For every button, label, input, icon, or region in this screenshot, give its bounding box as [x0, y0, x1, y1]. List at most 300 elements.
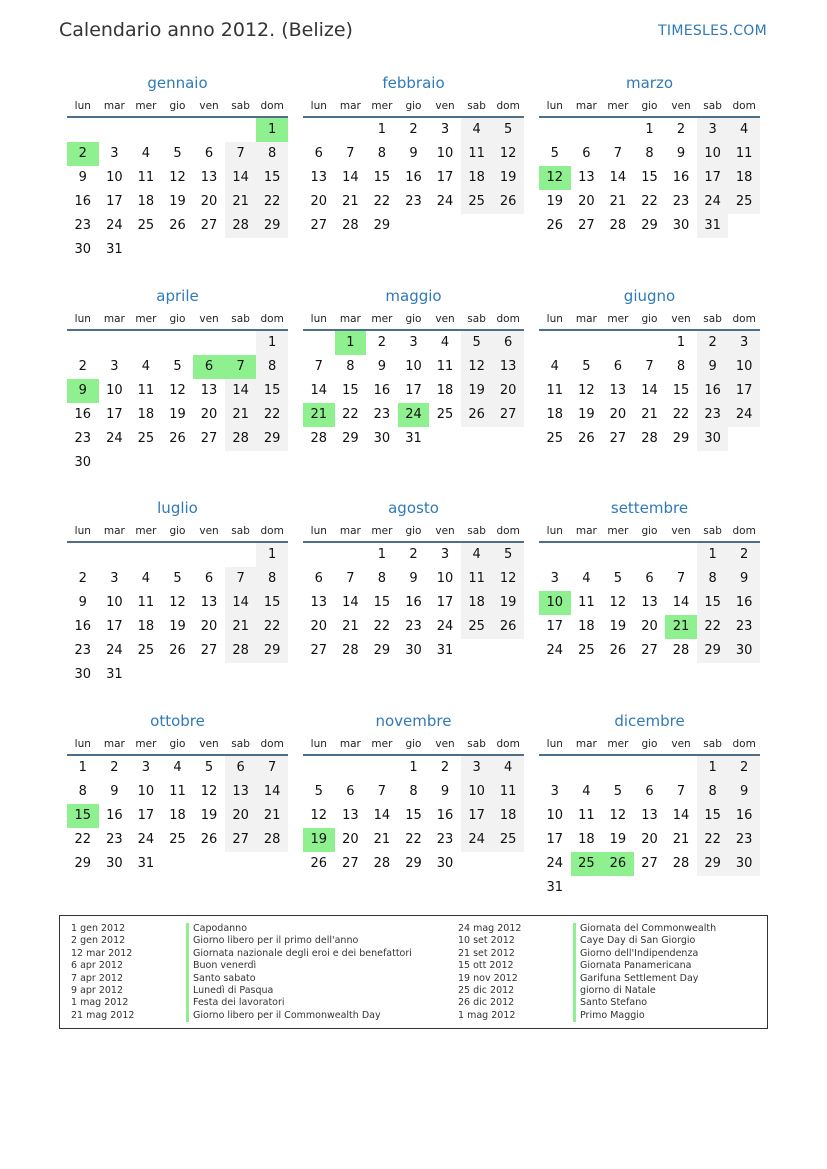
day-cell: 2 — [440, 760, 450, 775]
day-cell: 11 — [492, 780, 524, 804]
day-cell: 9 — [110, 784, 119, 799]
day-cell: 24 — [546, 856, 564, 871]
weekday-header — [67, 94, 288, 118]
day-cell: 21 — [373, 832, 391, 847]
week-row — [539, 852, 760, 876]
weekday-header — [303, 519, 524, 543]
empty-cell — [162, 118, 194, 142]
empty-cell — [99, 331, 131, 355]
day-cell: 21 — [342, 619, 359, 634]
week-row — [67, 591, 288, 615]
week-row — [303, 828, 524, 852]
day-cell: 31 — [405, 431, 422, 446]
day-cell: 26 — [169, 218, 186, 233]
day-cell: 18 — [137, 194, 155, 209]
day-cell: 8 — [676, 359, 686, 374]
day-cell: 22 — [672, 407, 690, 422]
day-cell: 29 — [256, 427, 288, 451]
site-brand[interactable]: TIMESLES.COM — [658, 23, 767, 39]
week-row — [539, 567, 760, 591]
empty-cell — [130, 238, 162, 262]
day-cell: 9 — [728, 567, 760, 591]
weekday-label: lun — [310, 313, 327, 325]
month-name: settembre — [610, 499, 689, 517]
weekday-label: ven — [671, 100, 691, 112]
weekday-label: mer — [371, 738, 393, 750]
week-row — [67, 780, 288, 804]
day-cell: 27 — [578, 218, 595, 233]
holiday-column-left — [71, 923, 412, 1022]
day-cell: 8 — [409, 784, 418, 799]
holiday-day: 25 — [571, 852, 603, 876]
week-row — [67, 355, 288, 379]
empty-cell — [130, 118, 162, 142]
weekday-label: lun — [546, 525, 563, 537]
empty-cell — [303, 543, 335, 567]
empty-cell — [130, 331, 162, 355]
day-cell: 11 — [578, 595, 595, 610]
empty-cell — [492, 427, 524, 451]
day-cell: 29 — [697, 639, 729, 663]
day-cell: 6 — [204, 146, 214, 161]
day-cell: 22 — [641, 194, 658, 209]
weekday-header — [303, 732, 524, 756]
holiday-date: 1 mag 2012 — [71, 997, 129, 1009]
week-row — [303, 331, 524, 355]
weekday-label: mer — [371, 525, 393, 537]
day-cell: 11 — [137, 170, 155, 185]
day-cell: 18 — [578, 832, 595, 847]
day-cell: 3 — [728, 331, 760, 355]
day-cell: 5 — [173, 571, 182, 586]
day-cell: 6 — [346, 784, 355, 799]
week-row — [303, 427, 524, 451]
empty-cell — [256, 238, 288, 262]
holiday-day: 26 — [602, 852, 634, 876]
day-cell: 7 — [314, 359, 323, 374]
week-row — [303, 615, 524, 639]
day-cell: 4 — [440, 335, 450, 350]
empty-cell — [366, 756, 398, 780]
week-row — [67, 567, 288, 591]
empty-cell — [162, 663, 194, 687]
day-cell: 16 — [405, 170, 422, 185]
day-cell: 2 — [78, 571, 87, 586]
empty-cell — [728, 876, 760, 900]
empty-cell — [571, 876, 603, 900]
day-cell: 8 — [256, 567, 288, 591]
day-cell: 29 — [405, 856, 422, 871]
day-cell: 27 — [492, 403, 524, 427]
day-cell: 7 — [256, 756, 288, 780]
day-cell: 5 — [173, 359, 182, 374]
day-cell: 10 — [546, 808, 564, 823]
day-cell: 5 — [461, 331, 493, 355]
holiday-name: Giorno libero per il Commonwealth Day — [186, 1010, 381, 1022]
day-cell: 30 — [697, 427, 729, 451]
day-cell: 12 — [578, 383, 595, 398]
day-cell: 26 — [609, 643, 627, 658]
week-row — [67, 214, 288, 238]
weekday-header — [539, 519, 760, 543]
day-cell: 28 — [310, 431, 328, 446]
empty-cell — [193, 451, 225, 475]
day-cell: 19 — [169, 619, 186, 634]
holiday-item — [458, 923, 716, 935]
weekday-label: ven — [435, 100, 455, 112]
month-name: novembre — [375, 712, 452, 730]
holiday-item — [71, 948, 412, 960]
week-row — [539, 355, 760, 379]
day-cell: 28 — [672, 643, 690, 658]
day-cell: 20 — [641, 619, 658, 634]
weekday-label: gio — [169, 313, 186, 325]
holiday-name: Giornata del Commonwealth — [573, 923, 716, 935]
weekday-label: ven — [199, 313, 219, 325]
day-cell: 1 — [697, 756, 729, 780]
weekday-label: sab — [467, 100, 486, 112]
day-cell: 20 — [342, 832, 359, 847]
week-row — [67, 451, 288, 475]
day-cell: 25 — [492, 828, 524, 852]
empty-cell — [539, 331, 571, 355]
holiday-date: 24 mag 2012 — [458, 923, 522, 934]
empty-cell — [335, 543, 367, 567]
day-cell: 2 — [377, 335, 387, 350]
day-cell: 18 — [728, 166, 760, 190]
weekday-label: gio — [405, 525, 422, 537]
weekday-label: dom — [496, 313, 520, 325]
day-cell: 8 — [346, 359, 355, 374]
empty-cell — [225, 118, 257, 142]
day-cell: 26 — [169, 643, 186, 658]
holiday-item — [458, 1010, 716, 1022]
day-cell: 14 — [641, 383, 658, 398]
holiday-day: 10 — [539, 591, 571, 615]
week-row — [303, 804, 524, 828]
empty-cell — [571, 543, 603, 567]
weekday-label: mer — [135, 525, 157, 537]
day-cell: 15 — [342, 383, 359, 398]
weekday-label: dom — [260, 738, 284, 750]
day-cell: 20 — [225, 804, 257, 828]
day-cell: 11 — [461, 567, 493, 591]
day-cell: 8 — [697, 567, 729, 591]
empty-cell — [571, 756, 603, 780]
day-cell: 12 — [492, 142, 524, 166]
day-cell: 30 — [74, 667, 92, 682]
week-row — [67, 427, 288, 451]
day-cell: 15 — [256, 591, 288, 615]
weekday-label: mar — [575, 525, 597, 537]
day-cell: 10 — [728, 355, 760, 379]
weekday-label: gio — [641, 100, 658, 112]
day-cell: 3 — [440, 122, 450, 137]
day-cell: 12 — [609, 595, 627, 610]
day-cell: 20 — [200, 194, 218, 209]
day-cell: 1 — [645, 122, 654, 137]
day-cell: 22 — [697, 615, 729, 639]
week-row — [539, 118, 760, 142]
day-cell: 27 — [225, 828, 257, 852]
weekday-label: mer — [135, 313, 157, 325]
weekday-label: dom — [496, 738, 520, 750]
day-cell: 22 — [697, 828, 729, 852]
day-cell: 17 — [546, 832, 564, 847]
weekday-label: ven — [199, 525, 219, 537]
day-cell: 3 — [110, 146, 119, 161]
day-cell: 16 — [74, 194, 92, 209]
day-cell: 29 — [373, 218, 391, 233]
empty-cell — [193, 118, 225, 142]
holiday-name: Giorno dell'Indipendenza — [573, 948, 698, 960]
holiday-date: 9 apr 2012 — [71, 984, 124, 996]
day-cell: 6 — [582, 146, 591, 161]
month-name: luglio — [157, 499, 198, 517]
weekday-label: sab — [467, 738, 486, 750]
day-cell: 24 — [546, 643, 564, 658]
weekday-label: gio — [405, 738, 422, 750]
month-name: marzo — [625, 74, 674, 92]
day-cell: 17 — [461, 804, 493, 828]
day-cell: 7 — [676, 571, 686, 586]
day-cell: 12 — [169, 595, 186, 610]
holiday-day: 15 — [67, 804, 99, 828]
day-cell: 20 — [609, 407, 627, 422]
empty-cell — [634, 876, 666, 900]
day-cell: 17 — [405, 383, 422, 398]
holiday-item — [458, 935, 716, 947]
day-cell: 13 — [225, 780, 257, 804]
day-cell: 18 — [461, 591, 493, 615]
month-novembre — [303, 710, 524, 876]
day-cell: 17 — [546, 619, 564, 634]
day-cell: 16 — [373, 383, 391, 398]
day-cell: 31 — [106, 242, 123, 257]
day-cell: 2 — [676, 122, 686, 137]
empty-cell — [130, 663, 162, 687]
day-cell: 15 — [697, 591, 729, 615]
month-gennaio — [67, 72, 288, 262]
day-cell: 25 — [461, 190, 493, 214]
day-cell: 28 — [256, 828, 288, 852]
holiday-date: 10 set 2012 — [458, 935, 515, 947]
day-cell: 7 — [676, 784, 686, 799]
week-row — [539, 543, 760, 567]
week-row — [303, 214, 524, 238]
day-cell: 13 — [200, 383, 218, 398]
day-cell: 28 — [225, 427, 257, 451]
day-cell: 2 — [697, 331, 729, 355]
holiday-date: 12 mar 2012 — [71, 947, 133, 959]
empty-cell — [99, 543, 131, 567]
weekday-label: mer — [135, 100, 157, 112]
weekday-label: mer — [135, 738, 157, 750]
week-row — [539, 639, 760, 663]
day-cell: 19 — [200, 808, 218, 823]
day-cell: 6 — [645, 784, 654, 799]
day-cell: 22 — [256, 403, 288, 427]
day-cell: 1 — [78, 760, 87, 775]
day-cell: 23 — [697, 403, 729, 427]
day-cell: 15 — [672, 383, 690, 398]
day-cell: 6 — [645, 571, 654, 586]
day-cell: 2 — [78, 359, 87, 374]
weekday-label: mer — [607, 313, 629, 325]
day-cell: 14 — [609, 170, 627, 185]
day-cell: 4 — [550, 359, 559, 374]
day-cell: 17 — [728, 379, 760, 403]
day-cell: 24 — [436, 194, 454, 209]
week-row — [303, 852, 524, 876]
day-cell: 6 — [492, 331, 524, 355]
day-cell: 5 — [173, 146, 182, 161]
day-cell: 13 — [609, 383, 627, 398]
day-cell: 13 — [200, 170, 218, 185]
day-cell: 20 — [200, 407, 218, 422]
holiday-day: 9 — [67, 379, 99, 403]
weekday-label: lun — [310, 738, 327, 750]
day-cell: 11 — [728, 142, 760, 166]
empty-cell — [665, 876, 697, 900]
weekday-label: sab — [703, 100, 722, 112]
day-cell: 22 — [373, 619, 391, 634]
day-cell: 12 — [169, 170, 186, 185]
weekday-label: dom — [732, 525, 756, 537]
holiday-item — [458, 985, 716, 997]
week-row — [539, 379, 760, 403]
day-cell: 27 — [310, 218, 328, 233]
day-cell: 3 — [550, 571, 559, 586]
month-maggio — [303, 285, 524, 451]
weekday-label: gio — [641, 313, 658, 325]
weekday-label: lun — [74, 525, 91, 537]
weekday-label: mar — [575, 738, 597, 750]
empty-cell — [256, 852, 288, 876]
day-cell: 13 — [641, 595, 658, 610]
day-cell: 19 — [609, 832, 627, 847]
holiday-column-right — [458, 923, 716, 1022]
holiday-name: Santo Stefano — [573, 997, 647, 1009]
empty-cell — [130, 543, 162, 567]
weekday-label: ven — [671, 738, 691, 750]
day-cell: 23 — [728, 828, 760, 852]
day-cell: 2 — [409, 122, 418, 137]
empty-cell — [303, 756, 335, 780]
day-cell: 19 — [492, 591, 524, 615]
day-cell: 13 — [310, 170, 328, 185]
week-row — [67, 166, 288, 190]
day-cell: 25 — [137, 431, 155, 446]
month-giugno — [539, 285, 760, 451]
week-row — [67, 639, 288, 663]
day-cell: 21 — [256, 804, 288, 828]
day-cell: 12 — [461, 355, 493, 379]
day-cell: 28 — [609, 218, 627, 233]
weekday-header — [67, 732, 288, 756]
day-cell: 10 — [697, 142, 729, 166]
holiday-date: 21 set 2012 — [458, 947, 515, 959]
day-cell: 26 — [461, 403, 493, 427]
day-cell: 1 — [377, 122, 387, 137]
day-cell: 9 — [409, 146, 418, 161]
day-cell: 15 — [697, 804, 729, 828]
holiday-item — [71, 923, 412, 935]
week-row — [539, 828, 760, 852]
week-row — [539, 591, 760, 615]
day-cell: 18 — [461, 166, 493, 190]
day-cell: 24 — [106, 643, 123, 658]
empty-cell — [429, 427, 461, 451]
day-cell: 23 — [436, 832, 454, 847]
empty-cell — [162, 238, 194, 262]
day-cell: 6 — [613, 359, 623, 374]
day-cell: 4 — [582, 571, 591, 586]
empty-cell — [665, 543, 697, 567]
weekday-header — [539, 307, 760, 331]
holiday-date: 7 apr 2012 — [71, 972, 124, 984]
weekday-label: sab — [467, 525, 486, 537]
week-row — [67, 118, 288, 142]
day-cell: 2 — [409, 547, 418, 562]
day-cell: 29 — [641, 218, 658, 233]
week-row — [303, 403, 524, 427]
day-cell: 2 — [110, 760, 119, 775]
month-name: dicembre — [614, 712, 685, 730]
holiday-date: 15 ott 2012 — [458, 960, 514, 972]
day-cell: 9 — [697, 355, 729, 379]
day-cell: 24 — [106, 218, 123, 233]
holiday-name: Garifuna Settlement Day — [573, 973, 698, 985]
holiday-day: 21 — [303, 403, 335, 427]
day-cell: 8 — [697, 780, 729, 804]
week-row — [303, 379, 524, 403]
day-cell: 30 — [106, 856, 123, 871]
empty-cell — [335, 118, 367, 142]
week-row — [539, 142, 760, 166]
weekday-label: lun — [310, 525, 327, 537]
day-cell: 24 — [697, 190, 729, 214]
day-cell: 5 — [613, 784, 623, 799]
day-cell: 1 — [256, 543, 288, 567]
holiday-name: Giorno libero per il primo dell'anno — [186, 935, 358, 947]
day-cell: 26 — [492, 615, 524, 639]
week-row — [67, 615, 288, 639]
week-row — [303, 166, 524, 190]
empty-cell — [602, 876, 634, 900]
day-cell: 21 — [225, 615, 257, 639]
day-cell: 14 — [310, 383, 328, 398]
day-cell: 21 — [609, 194, 627, 209]
day-cell: 7 — [645, 359, 654, 374]
day-cell: 11 — [169, 784, 186, 799]
day-cell: 25 — [137, 643, 155, 658]
day-cell: 30 — [74, 242, 92, 257]
day-cell: 13 — [310, 595, 328, 610]
weekday-header — [67, 519, 288, 543]
weekday-label: mar — [103, 100, 125, 112]
day-cell: 22 — [256, 615, 288, 639]
day-cell: 2 — [728, 543, 760, 567]
empty-cell — [602, 118, 634, 142]
empty-cell — [461, 427, 493, 451]
day-cell: 28 — [225, 214, 257, 238]
day-cell: 30 — [672, 218, 690, 233]
month-name: gennaio — [147, 74, 208, 92]
empty-cell — [335, 756, 367, 780]
day-cell: 13 — [200, 595, 218, 610]
day-cell: 14 — [256, 780, 288, 804]
